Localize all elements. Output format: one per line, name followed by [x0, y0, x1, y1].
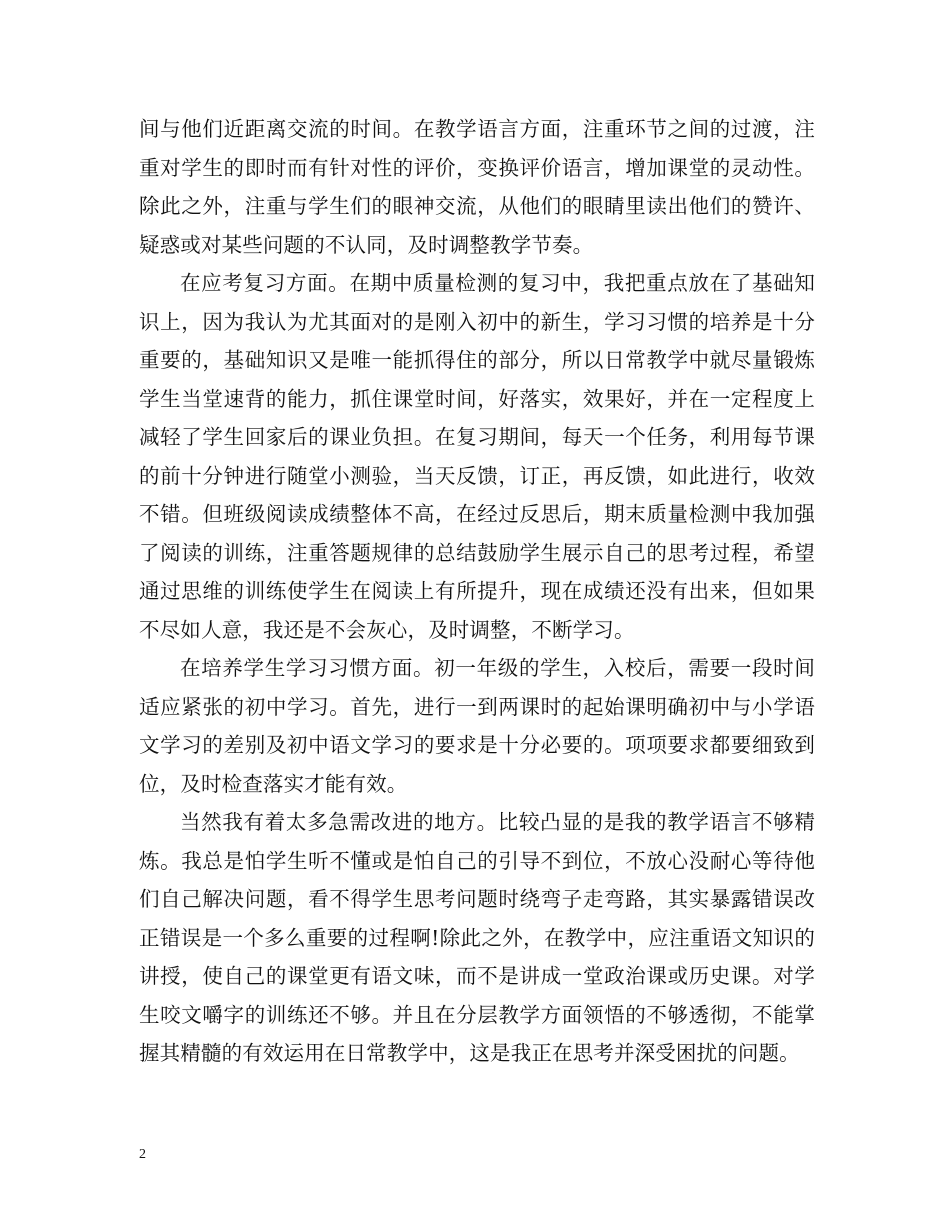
paragraph-exam-review: 在应考复习方面。在期中质量检测的复习中，我把重点放在了基础知识上，因为我认为尤其面对的是刚入初中的新生，学习习惯的培养是十分重要的，基础知识又是唯一能抓得住的部分，所以日常教学中就尽量锻炼学生当堂速背的能力，抓住课堂时间，好落实，效果好，并在一定程度上减轻了学生回家后的课业负担。在复习期间，每天一个任务，利用每节课的前十分钟进行随堂小测验，当天反馈，订正，再反馈，如此进行，收效不错。但班级阅读成绩整体不高，在经过反思后，期末质量检测中我加强了阅读的训练，注重答题规律的总结鼓励学生展示自己的思考过程，希望通过思维的训练使学生在阅读上有所提升，现在成绩还没有出来，但如果不尽如人意，我还是不会灰心，及时调整，不断学习。 — [139, 271, 815, 642]
paragraph-study-habits: 在培养学生学习习惯方面。初一年级的学生，入校后，需要一段时间适应紧张的初中学习。首先，进行一到两课时的起始课明确初中与小学语文学习的差别及初中语文学习的要求是十分必要的。项项要求都要细致到位，及时检查落实才能有效。 — [139, 656, 815, 796]
paragraph-improvements: 当然我有着太多急需改进的地方。比较凸显的是我的教学语言不够精炼。我总是怕学生听不懂或是怕自己的引导不到位，不放心没耐心等待他们自己解决问题，看不得学生思考问题时绕弯子走弯路，其实暴露错误改正错误是一个多么重要的过程啊!除此之外，在教学中，应注重语文知识的讲授，使自己的课堂更有语文味，而不是讲成一堂政治课或历史课。对学生咬文嚼字的训练还不够。并且在分层教学方面领悟的不够透彻，不能掌握其精髓的有效运用在日常教学中，这是我正在思考并深受困扰的问题。 — [139, 810, 815, 1065]
body-text — [139, 110, 815, 1073]
paragraph-continued: 间与他们近距离交流的时间。在教学语言方面，注重环节之间的过渡，注重对学生的即时而有针对性的评价，变换评价语言，增加课堂的灵动性。除此之外，注重与学生们的眼神交流，从他们的眼睛里读出他们的赞许、疑惑或对某些问题的不认同，及时调整教学节奏。 — [139, 117, 815, 257]
page-number: 2 — [139, 1147, 146, 1162]
